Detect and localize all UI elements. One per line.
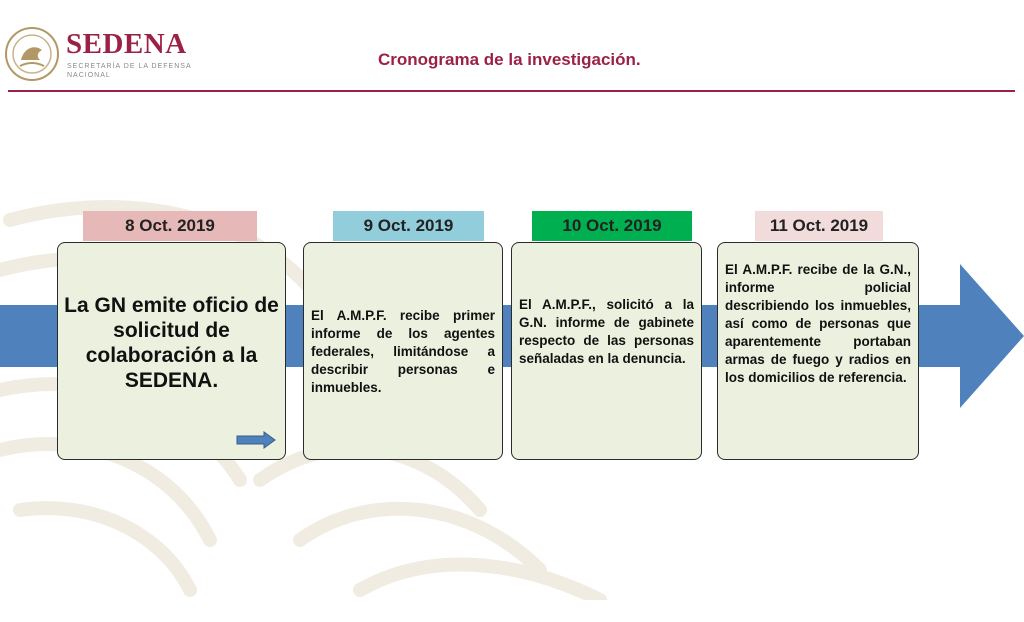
page-title: Cronograma de la investigación. xyxy=(378,50,641,69)
header-divider xyxy=(8,90,1015,92)
event-text-4: El A.M.P.F. recibe de la G.N., informe policial describiendo los inmuebles, así como de personas que aparentemente portaban armas de fuego y radios en los domicilios de referencia. xyxy=(725,262,911,385)
right-arrow-icon xyxy=(236,431,276,449)
date-tab-3: 10 Oct. 2019 xyxy=(532,211,692,241)
date-tab-1: 8 Oct. 2019 xyxy=(83,211,257,241)
event-text-2: El A.M.P.F. recibe primer informe de los agentes federales, limitándose a describir personas e inmuebles. xyxy=(311,308,495,395)
date-tab-2: 9 Oct. 2019 xyxy=(333,211,484,241)
event-card-3 xyxy=(511,242,702,460)
event-text-1: La GN emite oficio de solicitud de colaboración a la SEDENA. xyxy=(64,294,279,392)
brand-subtitle: SECRETARÍA DE LA DEFENSA NACIONAL xyxy=(67,63,192,79)
brand-name: SEDENA xyxy=(66,28,187,60)
date-tab-4: 11 Oct. 2019 xyxy=(755,211,883,241)
event-text-3: El A.M.P.F., solicitó a la G.N. informe de gabinete respecto de las personas señaladas en la denuncia. xyxy=(519,297,694,366)
event-card-2 xyxy=(303,242,503,460)
coat-of-arms-logo-icon xyxy=(4,26,60,82)
event-card-1 xyxy=(57,242,286,460)
event-card-4 xyxy=(717,242,919,460)
